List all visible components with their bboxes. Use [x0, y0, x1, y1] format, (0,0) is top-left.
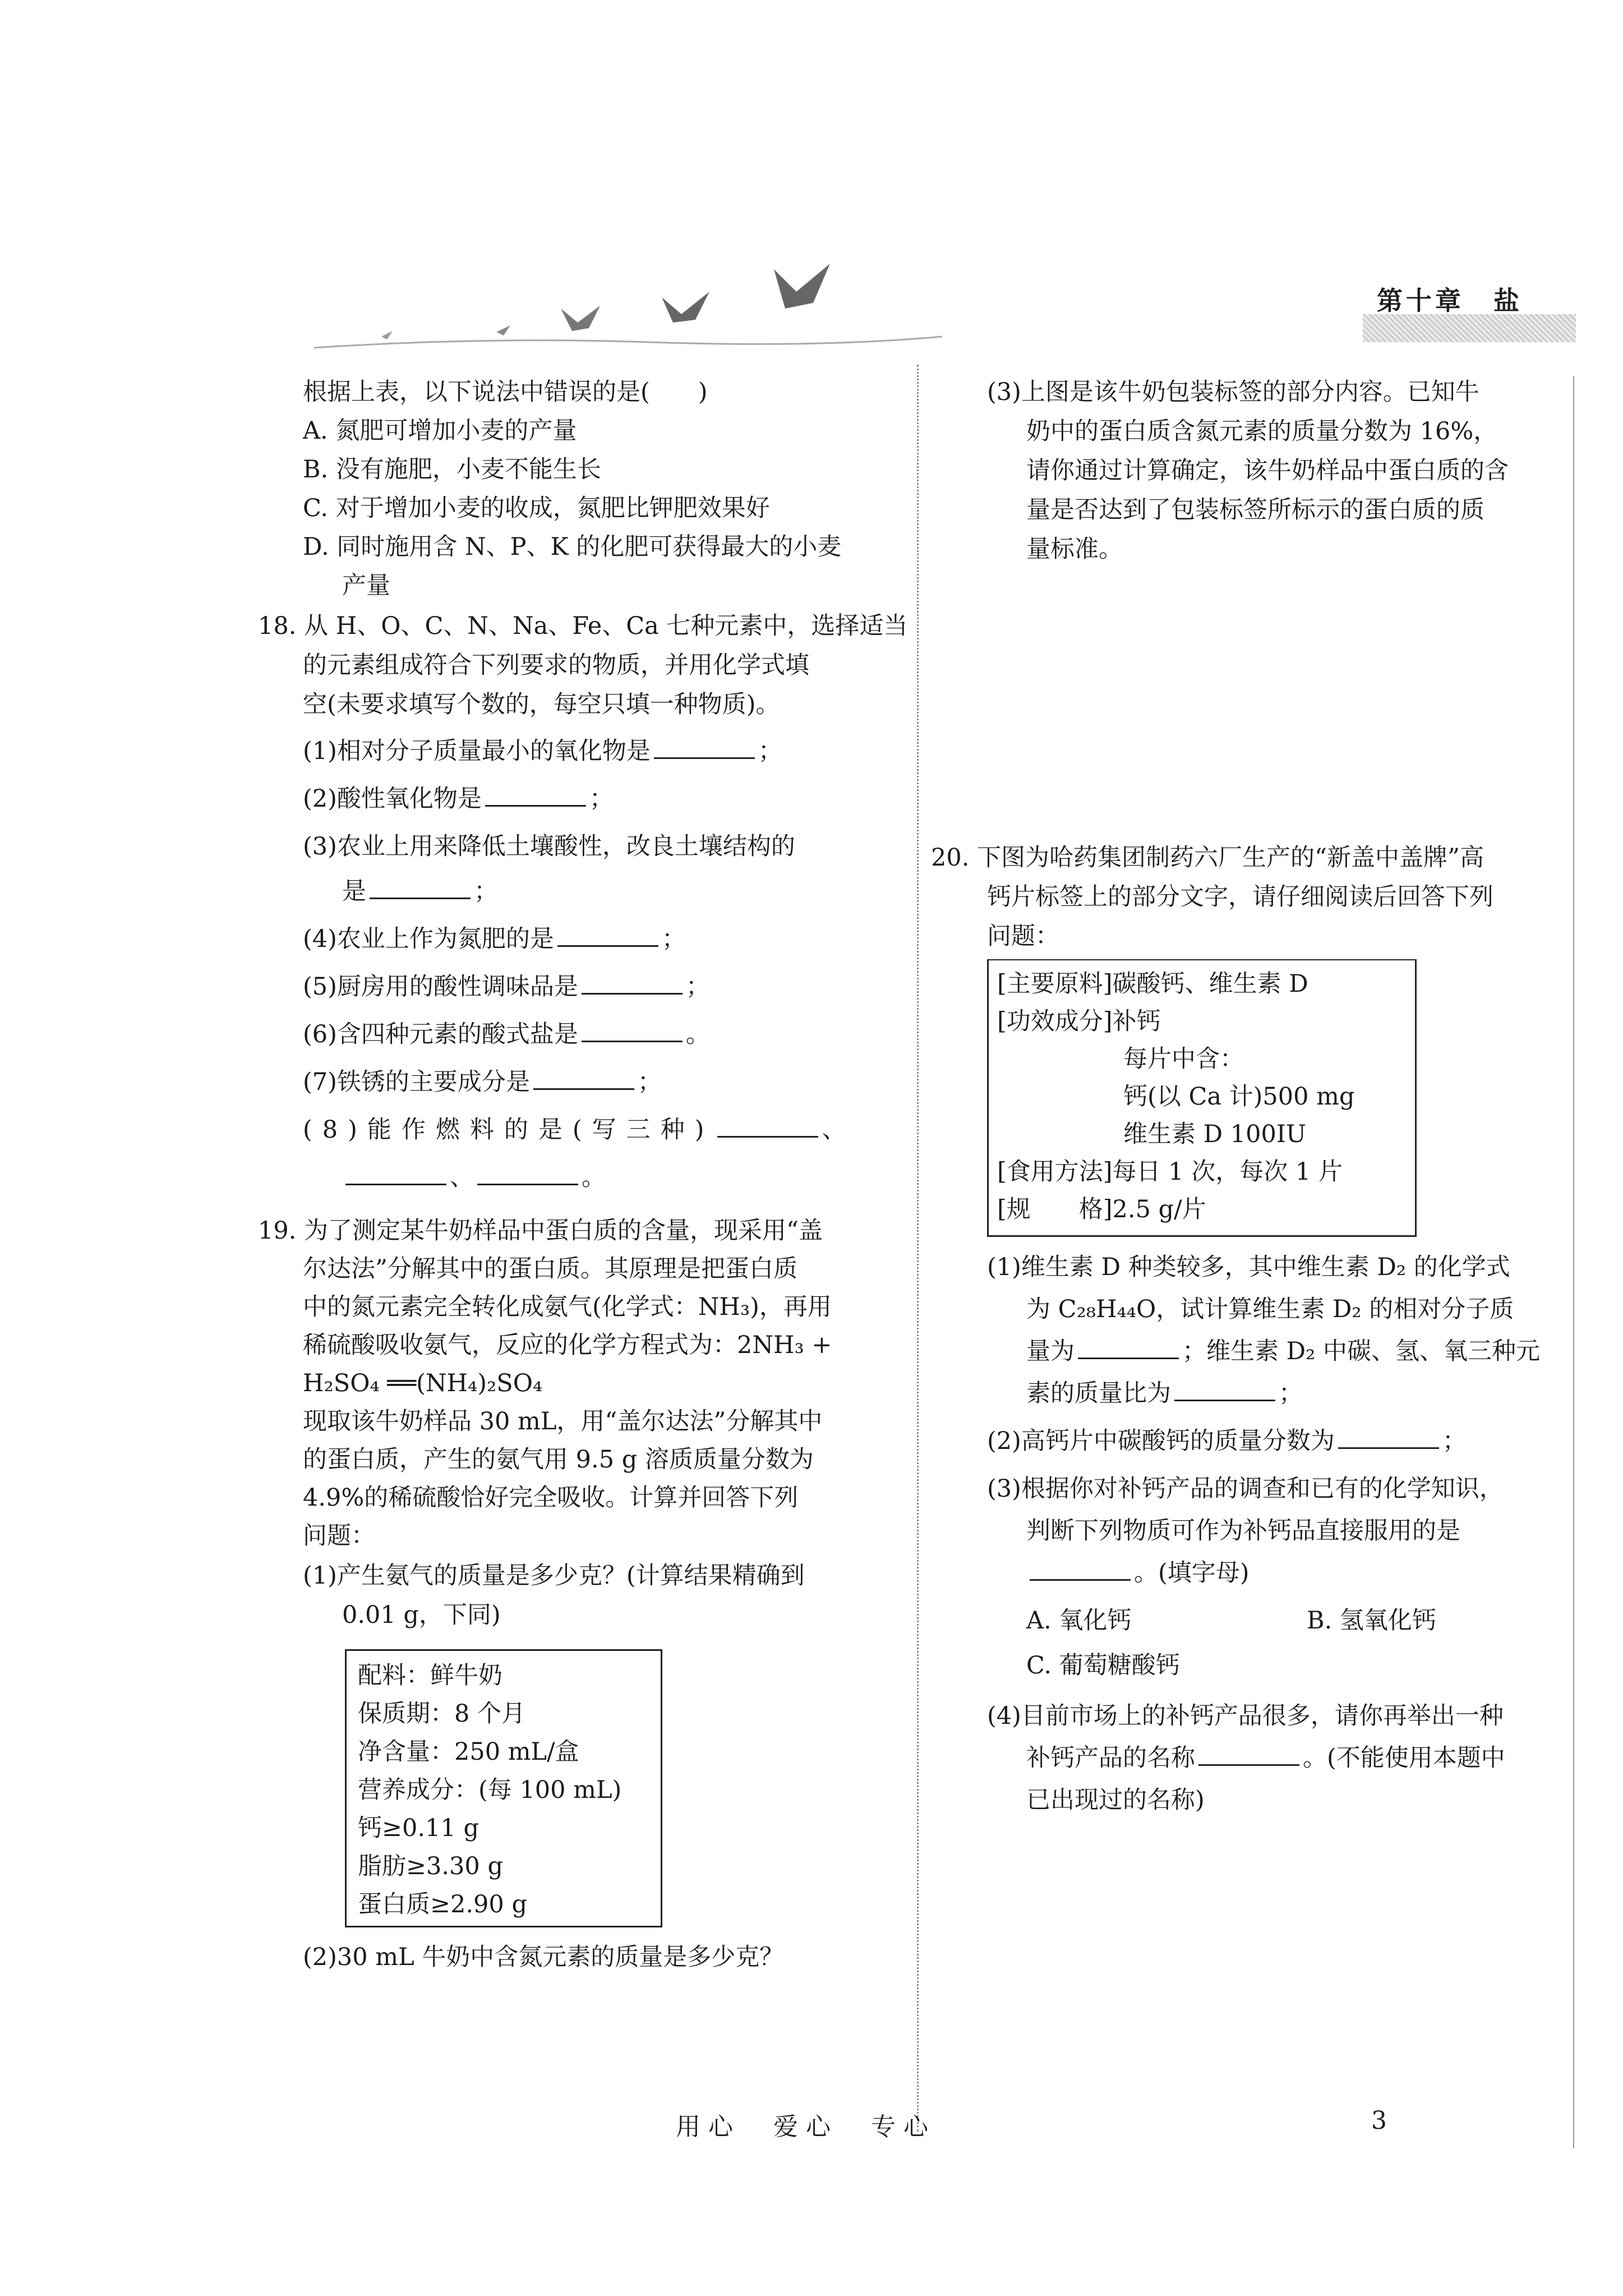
answer-blank[interactable] [557, 923, 658, 947]
q20-option-a: A. 氧化钙 [1026, 1607, 1132, 1635]
q18-line-2: 的元素组成符合下列要求的物质，并用化学式填 [303, 651, 809, 679]
q17-option-d-cont: 产量 [342, 572, 390, 600]
q19-sub1-line-2: 0.01 g，下同) [342, 1601, 501, 1629]
q20-sub3-line-2: 判断下列物质可作为补钙品直接服用的是 [1026, 1517, 1460, 1545]
q19-sub2: (2)30 mL 牛奶中含氮元素的质量是多少克？ [303, 1943, 784, 1971]
q19-line-9: 问题： [303, 1522, 375, 1550]
answer-blank[interactable] [1030, 1557, 1131, 1581]
q17-option-b: B. 没有施肥，小麦不能生长 [303, 455, 601, 484]
q19-line-3: 中的氮元素完全转化成氨气(化学式：NH₃)，再用 [303, 1293, 832, 1321]
q20-sub2: (2)高钙片中碳酸钙的质量分数为 ； [987, 1422, 1467, 1460]
q18-item-5: (5)厨房用的酸性调味品是 ； [303, 968, 710, 1006]
answer-blank[interactable] [370, 875, 471, 899]
q20-sub1-line-3: 量为 ；维生素 D₂ 中碳、氢、氧三种元 [1026, 1332, 1540, 1370]
milk-label-line: 净含量：250 mL/盒 [358, 1738, 579, 1766]
answer-blank[interactable] [1078, 1335, 1179, 1359]
answer-blank[interactable] [1174, 1377, 1275, 1401]
chapter-title: 第十章 盐 [1377, 286, 1523, 316]
q19-sub3-line-2: 奶中的蛋白质含氮元素的质量分数为 16%， [1026, 417, 1498, 445]
milk-label-line: 保质期：8 个月 [358, 1700, 526, 1728]
calcium-label-line: [主要原料]碳酸钙、维生素 D [997, 970, 1308, 998]
q20-sub1-line-1: (1)维生素 D 种类较多，其中维生素 D₂ 的化学式 [987, 1253, 1510, 1281]
birds-decoration [314, 252, 942, 365]
milk-label-box [345, 1649, 662, 1927]
q20-sub4-line-3: 已出现过的名称) [1026, 1786, 1205, 1814]
q19-sub3-line-1: (3)上图是该牛奶包装标签的部分内容。已知牛 [987, 378, 1479, 406]
q17-option-a: A. 氮肥可增加小麦的产量 [303, 417, 577, 445]
calcium-label-line: [规 格]2.5 g/片 [997, 1195, 1206, 1223]
q18-line-1: 18. 从 H、O、C、N、Na、Fe、Ca 七种元素中，选择适当 [258, 612, 908, 640]
q18-item-3-cont: 是 ； [342, 872, 498, 910]
header-shade [1363, 314, 1576, 342]
answer-blank[interactable] [345, 1161, 446, 1185]
calcium-label-line: [功效成分]补钙 [997, 1007, 1161, 1036]
q18-item-8: (8)能作燃料的是(写三种) 、 [303, 1111, 856, 1149]
q20-sub3-line-1: (3)根据你对补钙产品的调查和已有的化学知识， [987, 1475, 1504, 1503]
q20-sub1-line-4: 素的质量比为 ； [1026, 1374, 1303, 1412]
q20-line-1: 20. 下图为哈药集团制药六厂生产的“新盖中盖牌”高 [931, 844, 1484, 872]
calcium-label-box [987, 959, 1417, 1237]
q19-sub3-line-3: 请你通过计算确定，该牛奶样品中蛋白质的含 [1026, 457, 1509, 485]
q20-line-3: 问题： [987, 922, 1059, 950]
q18-item-7: (7)铁锈的主要成分是 ； [303, 1063, 662, 1101]
q19-line-7: 的蛋白质，产生的氨气用 9.5 g 溶质质量分数为 [303, 1446, 814, 1474]
q18-item-8-cont: 、 。 [342, 1158, 606, 1197]
q19-line-2: 尔达法”分解其中的蛋白质。其原理是把蛋白质 [303, 1255, 797, 1283]
q19-line-4: 稀硫酸吸收氨气，反应的化学方程式为：2NH₃ + [303, 1331, 832, 1359]
answer-blank[interactable] [582, 1018, 683, 1042]
answer-blank[interactable] [533, 1066, 634, 1090]
column-divider [917, 365, 919, 2132]
q19-sub3-line-4: 量是否达到了包装标签所标示的蛋白质的质 [1026, 496, 1484, 524]
q17-option-c: C. 对于增加小麦的收成，氮肥比钾肥效果好 [303, 494, 770, 522]
right-margin-line [1573, 376, 1574, 2148]
answer-blank[interactable] [485, 783, 586, 807]
footer-motto: 用心 爱心 专心 [676, 2113, 936, 2141]
calcium-label-line: [食用方法]每日 1 次，每次 1 片 [997, 1158, 1343, 1186]
q20-sub4-line-1: (4)目前市场上的补钙产品很多，请你再举出一种 [987, 1702, 1504, 1730]
milk-label-line: 脂肪≥3.30 g [358, 1852, 503, 1880]
q20-sub4-line-2: 补钙产品的名称 。(不能使用本题中 [1026, 1739, 1505, 1777]
q18-line-3: 空(未要求填写个数的，每空只填一种物质)。 [303, 691, 780, 719]
calcium-label-line: 钙(以 Ca 计)500 mg [1123, 1083, 1355, 1111]
answer-blank[interactable] [477, 1161, 578, 1185]
q18-item-4: (4)农业上作为氮肥的是 ； [303, 920, 686, 958]
answer-blank[interactable] [654, 735, 755, 759]
q20-option-c: C. 葡萄糖酸钙 [1026, 1651, 1180, 1680]
calcium-label-line: 每片中含： [1123, 1045, 1244, 1073]
milk-label-line: 蛋白质≥2.90 g [358, 1890, 527, 1918]
q19-sub1-line-1: (1)产生氨气的质量是多少克？(计算结果精确到 [303, 1562, 805, 1590]
page-number: 3 [1371, 2106, 1387, 2135]
q18-item-2: (2)酸性氧化物是 ； [303, 780, 614, 818]
calcium-label-line: 维生素 D 100IU [1123, 1120, 1307, 1148]
answer-blank[interactable] [717, 1114, 818, 1138]
answer-blank[interactable] [1338, 1425, 1439, 1449]
q19-line-8: 4.9%的稀硫酸恰好完全吸收。计算并回答下列 [303, 1484, 799, 1512]
q17-option-d: D. 同时施用含 N、P、K 的化肥可获得最大的小麦 [303, 533, 842, 561]
q17-intro: 根据上表，以下说法中错误的是( ) [303, 378, 708, 406]
q20-line-2: 钙片标签上的部分文字，请仔细阅读后回答下列 [987, 883, 1493, 911]
milk-label-line: 钙≥0.11 g [358, 1814, 479, 1842]
q19-line-1: 19. 为了测定某牛奶样品中蛋白质的含量，现采用“盖 [258, 1217, 823, 1245]
q19-sub3-line-5: 量标准。 [1026, 535, 1123, 563]
q20-sub3-line-3: 。(填字母) [1026, 1554, 1249, 1592]
q18-item-1: (1)相对分子质量最小的氧化物是 ； [303, 732, 782, 770]
q18-item-3: (3)农业上用来降低土壤酸性，改良土壤结构的 [303, 832, 795, 861]
milk-label-line: 配料：鲜牛奶 [358, 1662, 502, 1690]
q20-option-b: B. 氢氧化钙 [1307, 1607, 1436, 1635]
q19-line-6: 现取该牛奶样品 30 mL，用“盖尔达法”分解其中 [303, 1407, 823, 1435]
q19-line-5: H₂SO₄ ══(NH₄)₂SO₄ [303, 1369, 543, 1397]
q20-sub1-line-2: 为 C₂₈H₄₄O，试计算维生素 D₂ 的相对分子质 [1026, 1295, 1514, 1323]
answer-blank[interactable] [1198, 1742, 1299, 1766]
answer-blank[interactable] [582, 970, 683, 995]
milk-label-line: 营养成分：(每 100 mL) [358, 1776, 622, 1804]
q18-item-6: (6)含四种元素的酸式盐是 。 [303, 1015, 710, 1053]
